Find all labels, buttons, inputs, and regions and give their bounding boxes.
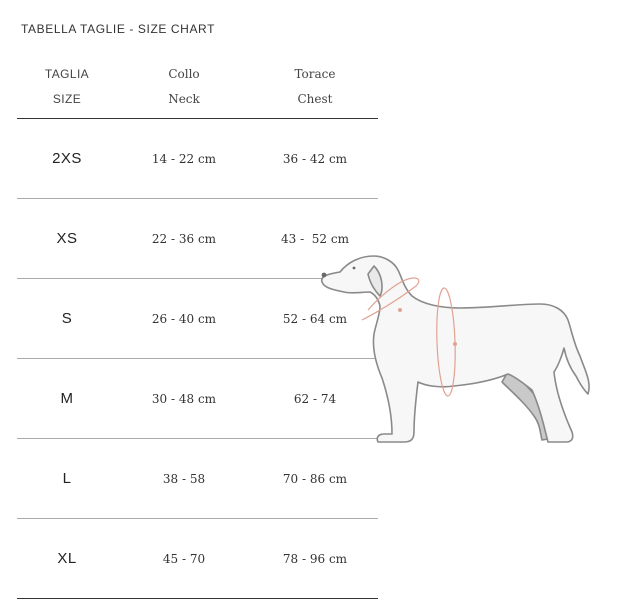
table-row xyxy=(17,439,378,519)
size-cell: XL xyxy=(57,550,77,567)
header-chest xyxy=(255,62,375,112)
header-neck-en: Neck xyxy=(168,92,200,106)
neck-cell: 22 - 36 cm xyxy=(151,232,217,246)
neck-cell: 14 - 22 cm xyxy=(151,152,217,166)
neck-cell: 26 - 40 cm xyxy=(151,312,217,326)
size-cell: 2XS xyxy=(52,150,82,167)
header-neck-it: Collo xyxy=(168,67,200,81)
header-chest-en: Chest xyxy=(297,92,333,106)
size-cell: S xyxy=(61,310,73,327)
header-neck xyxy=(124,62,244,112)
chest-cell: 62 - 74 xyxy=(293,392,337,406)
size-cell: L xyxy=(62,470,72,487)
size-cell: M xyxy=(60,390,74,407)
chart-title: TABELLA TAGLIE - SIZE CHART xyxy=(21,22,216,36)
neck-cell: 45 - 70 xyxy=(162,552,206,566)
chest-cell: 52 - 64 cm xyxy=(282,312,348,326)
chest-cell: 36 - 42 cm xyxy=(282,152,348,166)
dog-measurement-illustration xyxy=(318,248,598,448)
table-row xyxy=(17,519,378,599)
header-size-it: TAGLIA xyxy=(44,67,90,81)
header-size-en: SIZE xyxy=(52,92,82,106)
neck-cell: 38 - 58 xyxy=(162,472,206,486)
chest-cell: 78 - 96 cm xyxy=(282,552,348,566)
chest-cell: 70 - 86 cm xyxy=(282,472,348,486)
header-size xyxy=(7,62,127,112)
neck-cell: 30 - 48 cm xyxy=(151,392,217,406)
header-chest-it: Torace xyxy=(294,67,336,81)
size-cell: XS xyxy=(56,230,78,247)
table-row xyxy=(17,119,378,199)
chest-cell: 43 - 52 cm xyxy=(281,232,349,246)
